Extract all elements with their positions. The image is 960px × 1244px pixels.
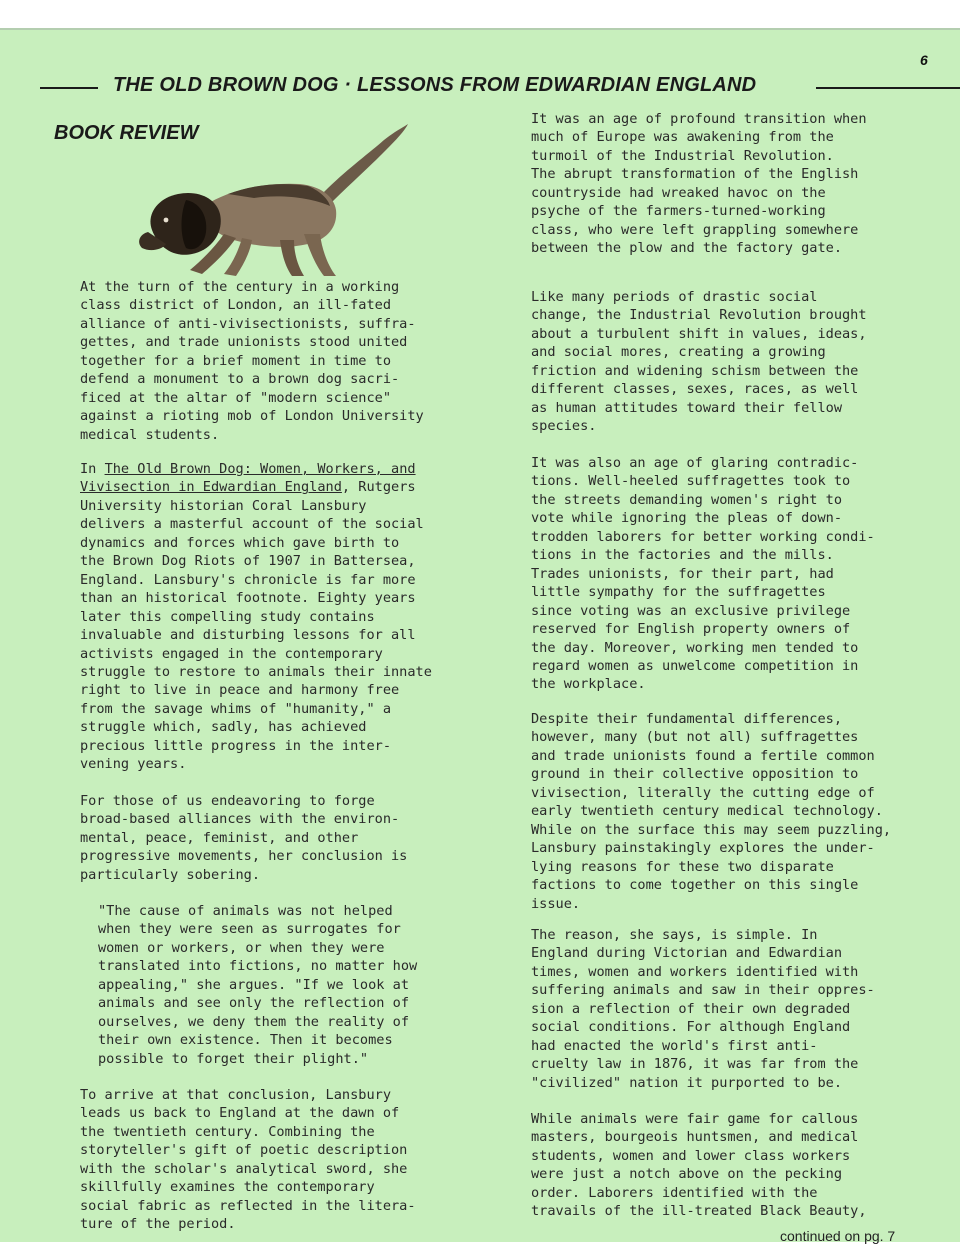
right-paragraph-2: Like many periods of drastic social change, the Industrial Revolution brought about a turbulent shift in values, ideas, and social mores, creating a growing friction and widening schism between the different classes, sexes, races, as well as human attitudes toward their fellow species. [531,289,867,435]
brown-dog-illustration [132,110,414,282]
right-paragraph-3: It was also an age of glaring contradic- tions. Well-heeled suffragettes took to the streets demanding women's right to vote while ignoring the pleas of down- trodden laborers for better working condi- tions in the factories and the mills. Trades unionists, for their part, had little sympathy for the suffragettes since voting was an exclusive privilege reserved for English property owners of the day. Moreover, working men tended to regard women as unwelcome competition in the workplace. [531,455,875,693]
left-paragraph-2-rest: , Rutgers University historian Coral Lansbury delivers a masterful account of the social dynamics and forces which gave birth to the Brown Dog Riots of 1907 in Battersea, England. Lansbury's chronicle is far more than an historical footnote. Eighty years later this compelling study contains invaluable and disturbing lessons for all activists engaged in the contemporary struggle to restore to animals their innate right to live in peace and harmony free from the savage whims of "humanity," a struggle which, sadly, has achieved precious little progress in the inter- vening years. [80,479,432,773]
right-paragraph-1: It was an age of profound transition when much of Europe was awakening from the turmoil of the Industrial Revolution. The abrupt transformation of the English countryside had wreaked havoc on the psyche of the farmers-turned-working class, who were left grappling somewhere between the plow and the factory gate. [531,111,867,257]
title-rule-right [816,87,960,89]
book-title: The Old Brown Dog: Women, Workers, and Vivisection in Edwardian England [80,461,416,496]
newsletter-page [0,28,960,1242]
left-paragraph-4: To arrive at that conclusion, Lansbury leads us back to England at the dawn of the twentieth century. Combining the storyteller's gift of poetic description with the scholar's analytical sword, she skillfully examines the contemporary social fabric as reflected in the litera- ture of the period. [80,1087,416,1233]
left-paragraph-3: For those of us endeavoring to forge broad-based alliances with the environ- mental, peace, feminist, and other progressive movements, her conclusion is particularly sobering. [80,793,408,883]
section-label: BOOK REVIEW [54,122,199,144]
left-paragraph-2 [80,460,432,774]
left-paragraph-2-prefix: In [80,461,105,477]
title-rule-left [40,87,98,89]
page-number: 6 [920,52,928,68]
book-quote: "The cause of animals was not helped when they were seen as surrogates for women or workers, or when they were translated into fictions, no matter how appealing," she argues. "If we look at animals and see only the reflection of ourselves, we deny them the reality of their own existence. Then it becomes possible to forget their plight." [98,903,418,1067]
left-paragraph-1: At the turn of the century in a working class district of London, an ill-fated alliance of anti-vivisectionists, suffra- gettes, and trade unionists stood united together for a brief moment in time to defend a monument to a brown dog sacri- ficed at the altar of "modern science" against a rioting mob of London University medical students. [80,279,424,443]
title-row [40,74,960,104]
right-paragraph-4: Despite their fundamental differences, however, many (but not all) suffragettes and trade unionists found a fertile common ground in their collective opposition to vivisection, literally the cutting edge of early twentieth century medical technology. While on the surface this may seem puzzling, Lansbury painstakingly explores the under- lying reasons for these two disparate factions to come together on this single issue. [531,711,892,912]
continued-note: continued on pg. 7 [780,1228,896,1244]
right-paragraph-6: While animals were fair game for callous masters, bourgeois huntsmen, and medical students, women and lower class workers were just a notch above on the pecking order. Laborers identified with the travails of the ill-treated Black Beauty, [531,1111,867,1220]
article-title: THE OLD BROWN DOG · LESSONS FROM EDWARDIAN ENGLAND [113,74,757,96]
right-paragraph-5: The reason, she says, is simple. In England during Victorian and Edwardian times, women and workers identified with suffering animals and saw in their oppres- sion a reflection of their own degraded social conditions. For although England had enacted the world's first anti- cruelty law in 1876, it was far from the "civilized" nation it purported to be. [531,927,875,1091]
